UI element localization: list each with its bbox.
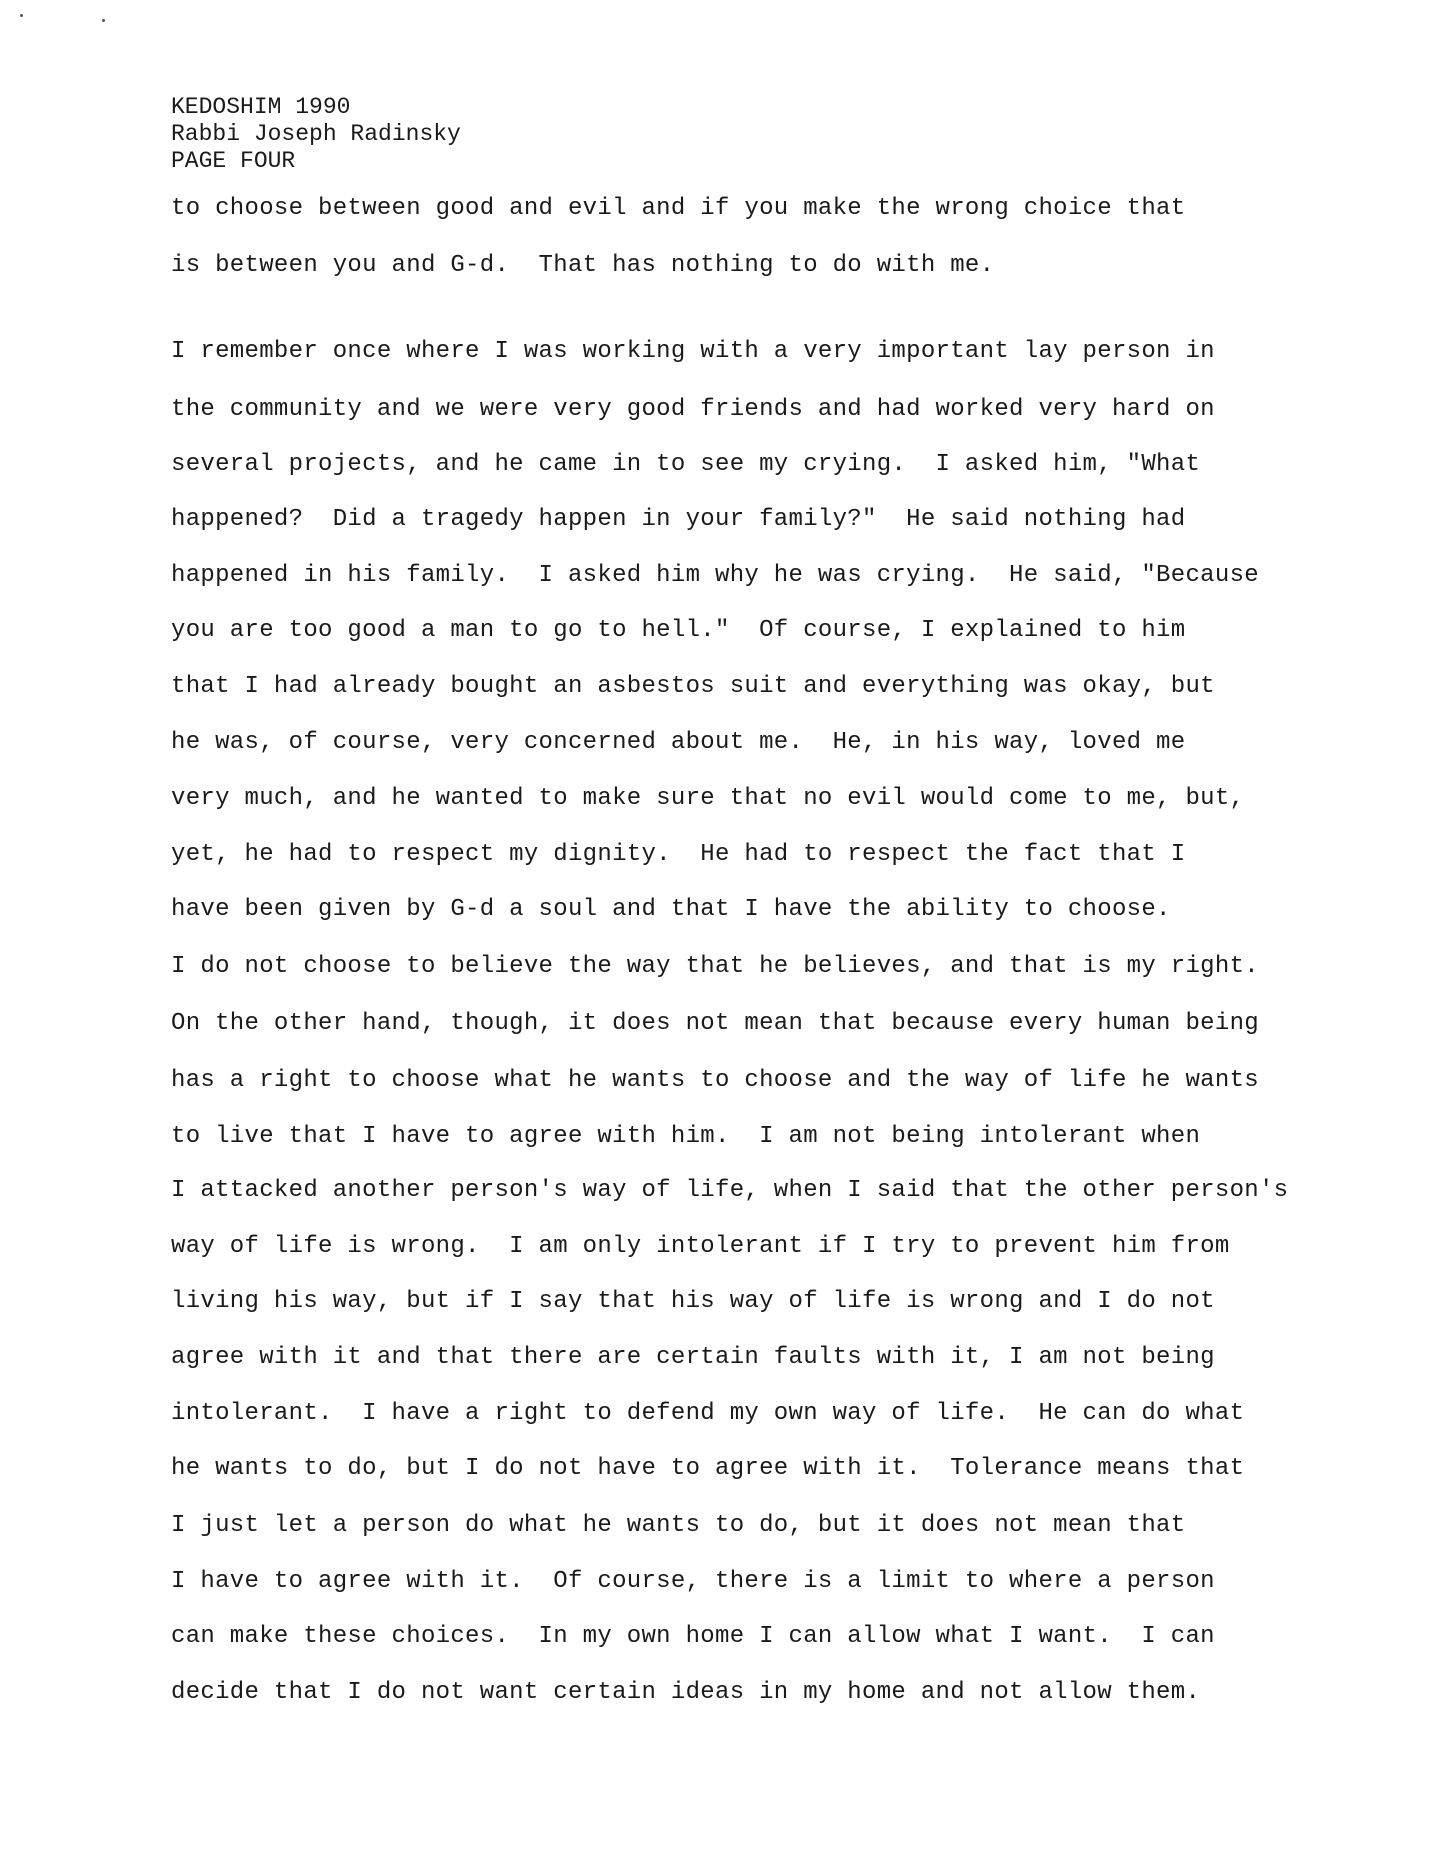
document-author: Rabbi Joseph Radinsky: [171, 121, 461, 147]
page-label: PAGE FOUR: [171, 148, 296, 174]
text-line: intolerant. I have a right to defend my own way of life. He can do what: [171, 1400, 1245, 1427]
text-line: can make these choices. In my own home I can allow what I want. I can: [171, 1623, 1215, 1650]
text-line: I attacked another person's way of life, when I said that the other person's: [171, 1177, 1289, 1204]
text-line: he wants to do, but I do not have to agree with it. Tolerance means that: [171, 1455, 1245, 1482]
text-line: to live that I have to agree with him. I am not being intolerant when: [171, 1123, 1201, 1150]
text-line: living his way, but if I say that his way of life is wrong and I do not: [171, 1288, 1215, 1315]
text-line: he was, of course, very concerned about me. He, in his way, loved me: [171, 729, 1186, 756]
text-line: has a right to choose what he wants to choose and the way of life he wants: [171, 1067, 1259, 1094]
document-header: [171, 94, 461, 175]
text-line: is between you and G-d. That has nothing to do with me.: [171, 252, 995, 279]
text-line: decide that I do not want certain ideas in my home and not allow them.: [171, 1679, 1201, 1706]
text-line: have been given by G-d a soul and that I have the ability to choose.: [171, 896, 1171, 923]
text-line: to choose between good and evil and if you make the wrong choice that: [171, 195, 1186, 222]
text-line: very much, and he wanted to make sure that no evil would come to me, but,: [171, 785, 1245, 812]
text-line: I just let a person do what he wants to do, but it does not mean that: [171, 1512, 1186, 1539]
text-line: I have to agree with it. Of course, there is a limit to where a person: [171, 1568, 1215, 1595]
text-line: the community and we were very good friends and had worked very hard on: [171, 396, 1215, 423]
text-line: happened in his family. I asked him why he was crying. He said, "Because: [171, 562, 1259, 589]
text-line: I do not choose to believe the way that he believes, and that is my right.: [171, 953, 1259, 980]
scan-speck: [102, 19, 105, 22]
text-line: I remember once where I was working with a very important lay person in: [171, 338, 1215, 365]
text-line: yet, he had to respect my dignity. He had to respect the fact that I: [171, 841, 1186, 868]
text-line: happened? Did a tragedy happen in your family?" He said nothing had: [171, 506, 1186, 533]
text-line: you are too good a man to go to hell." Of course, I explained to him: [171, 617, 1186, 644]
text-line: agree with it and that there are certain faults with it, I am not being: [171, 1344, 1215, 1371]
scan-speck: [20, 14, 23, 17]
text-line: way of life is wrong. I am only intolerant if I try to prevent him from: [171, 1233, 1230, 1260]
document-title: KEDOSHIM 1990: [171, 94, 351, 120]
text-line: that I had already bought an asbestos suit and everything was okay, but: [171, 673, 1215, 700]
text-line: several projects, and he came in to see my crying. I asked him, "What: [171, 451, 1201, 478]
text-line: On the other hand, though, it does not mean that because every human being: [171, 1010, 1259, 1037]
